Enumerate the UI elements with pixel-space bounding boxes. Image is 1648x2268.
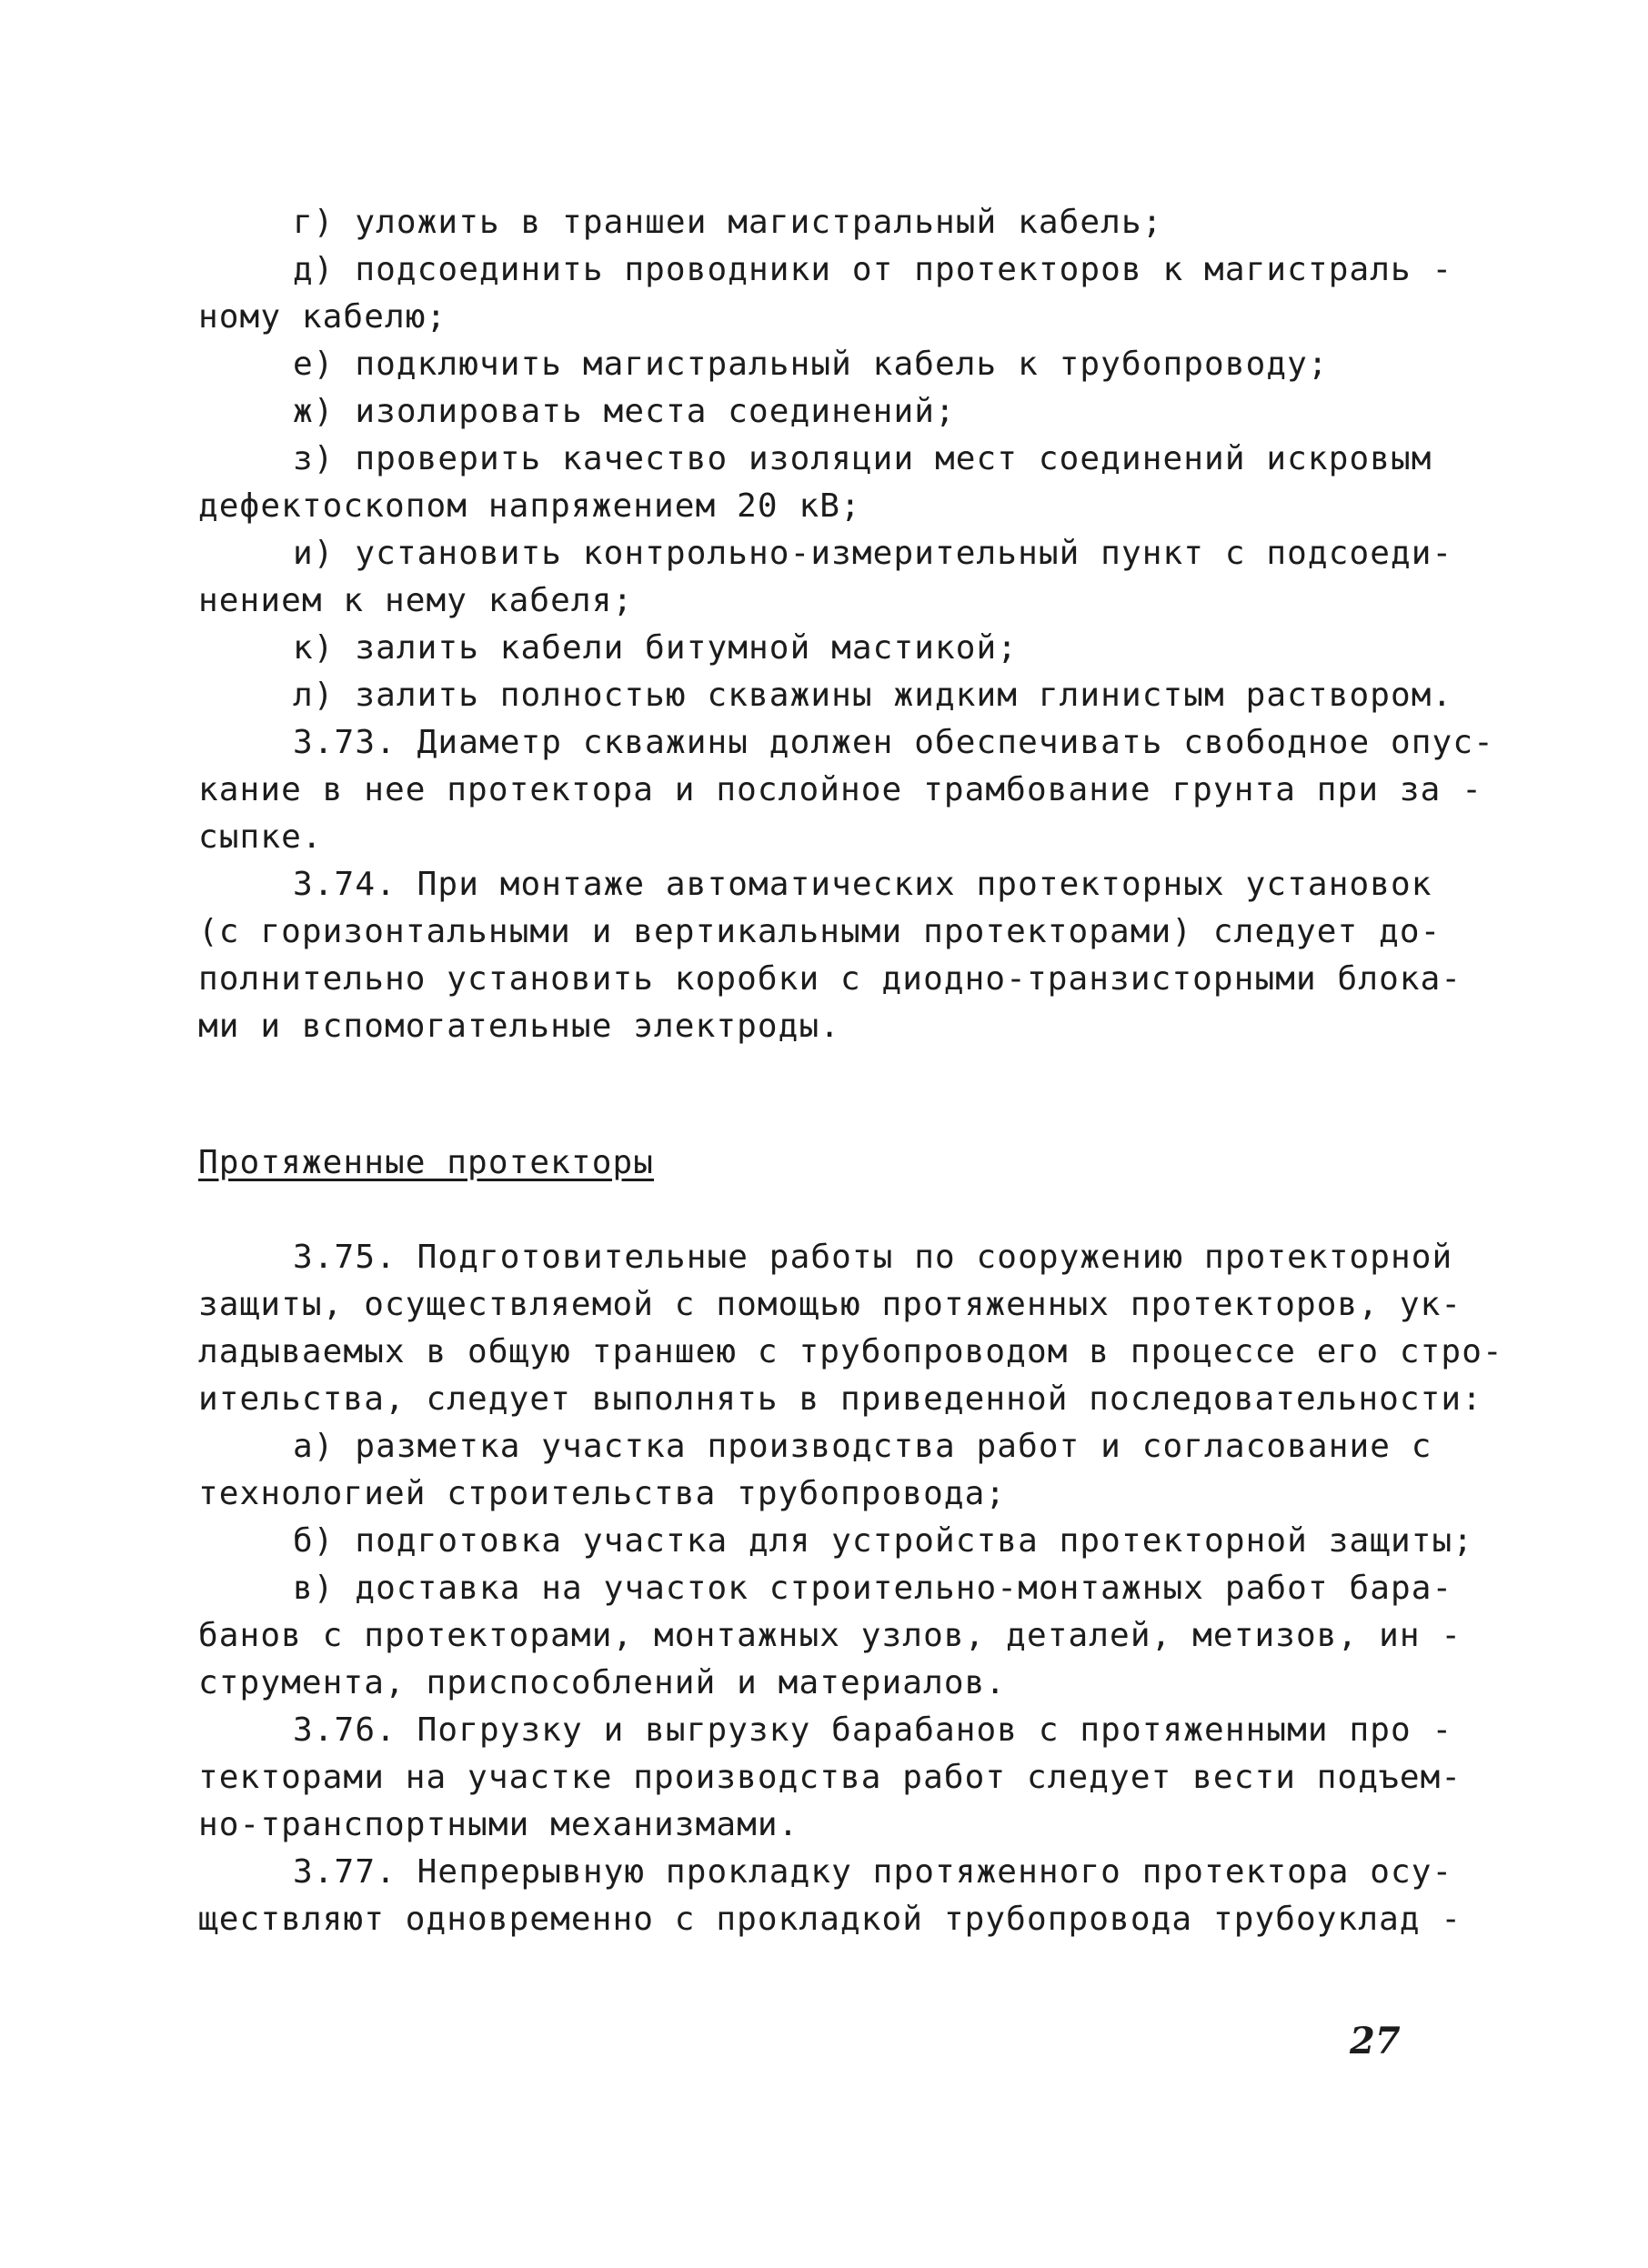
paragraph-3-75-line: ительства, следует выполнять в приведенной последовательности: — [198, 1380, 1482, 1418]
list-item-i-continued: нением к нему кабеля; — [198, 582, 634, 619]
paragraph-3-74-line: ми и вспомогательные электроды. — [198, 1008, 840, 1045]
list-item-i: и) установить контрольно-измерительный пункт с подсоеди- — [293, 535, 1453, 572]
paragraph-3-74-line: полнительно установить коробки с диодно-транзисторными блока- — [198, 960, 1462, 998]
list-item-d-continued: ному кабелю; — [198, 298, 447, 336]
paragraph-3-75-item-b: б) подготовка участка для устройства протекторной защиты; — [293, 1522, 1474, 1560]
list-item-d: д) подсоединить проводники от протекторов к магистраль - — [293, 251, 1453, 288]
list-item-e: е) подключить магистральный кабель к трубопроводу; — [293, 346, 1329, 383]
page-number: 27 — [1350, 2020, 1401, 2062]
list-item-g: г) уложить в траншеи магистральный кабель; — [293, 204, 1163, 241]
list-item-k: к) залить кабели битумной мастикой; — [293, 629, 1019, 667]
paragraph-3-74-line: 3.74. При монтаже автоматических протекторных установок — [293, 866, 1432, 903]
list-item-zh: ж) изолировать места соединений; — [293, 393, 956, 430]
paragraph-3-75-line: защиты, осуществляемой с помощью протяженных протекторов, ук- — [198, 1286, 1462, 1323]
list-item-l: л) залить полностью скважины жидким глинистым раствором. — [293, 677, 1453, 714]
paragraph-3-75-line: 3.75. Подготовительные работы по сооружению протекторной — [293, 1239, 1453, 1276]
list-item-z-continued: дефектоскопом напряжением 20 кВ; — [198, 487, 861, 525]
paragraph-3-73-line: сыпке. — [198, 818, 323, 856]
paragraph-3-75-item-a-continued: технологией строительства трубопровода; — [198, 1475, 1007, 1512]
paragraph-3-75-item-a: а) разметка участка производства работ и согласование с — [293, 1428, 1432, 1465]
list-item-z: з) проверить качество изоляции мест соединений искровым — [293, 440, 1432, 477]
paragraph-3-75-item-v: в) доставка на участок строительно-монтажных работ бара- — [293, 1570, 1453, 1607]
paragraph-3-76-line: текторами на участке производства работ следует вести подъем- — [198, 1759, 1462, 1796]
paragraph-3-76-line: но-транспортными механизмами. — [198, 1806, 799, 1843]
paragraph-3-75-line: ладываемых в общую траншею с трубопроводом в процессе его стро- — [198, 1333, 1503, 1370]
paragraph-3-73-line: 3.73. Диаметр скважины должен обеспечивать свободное опус- — [293, 724, 1494, 761]
section-heading: Протяженные протекторы — [198, 1144, 655, 1181]
paragraph-3-75-item-v-continued: банов с протекторами, монтажных узлов, деталей, метизов, ин - — [198, 1617, 1462, 1654]
paragraph-3-77-line: 3.77. Непрерывную прокладку протяженного протектора осу- — [293, 1853, 1453, 1891]
paragraph-3-75-item-v-continued: струмента, приспособлений и материалов. — [198, 1664, 1007, 1701]
paragraph-3-76-line: 3.76. Погрузку и выгрузку барабанов с протяженными про - — [293, 1711, 1453, 1749]
paragraph-3-74-line: (с горизонтальными и вертикальными протекторами) следует до- — [198, 913, 1442, 950]
paragraph-3-77-line: ществляют одновременно с прокладкой трубопровода трубоуклад - — [198, 1901, 1462, 1938]
paragraph-3-73-line: кание в нее протектора и послойное трамбование грунта при за - — [198, 771, 1482, 808]
